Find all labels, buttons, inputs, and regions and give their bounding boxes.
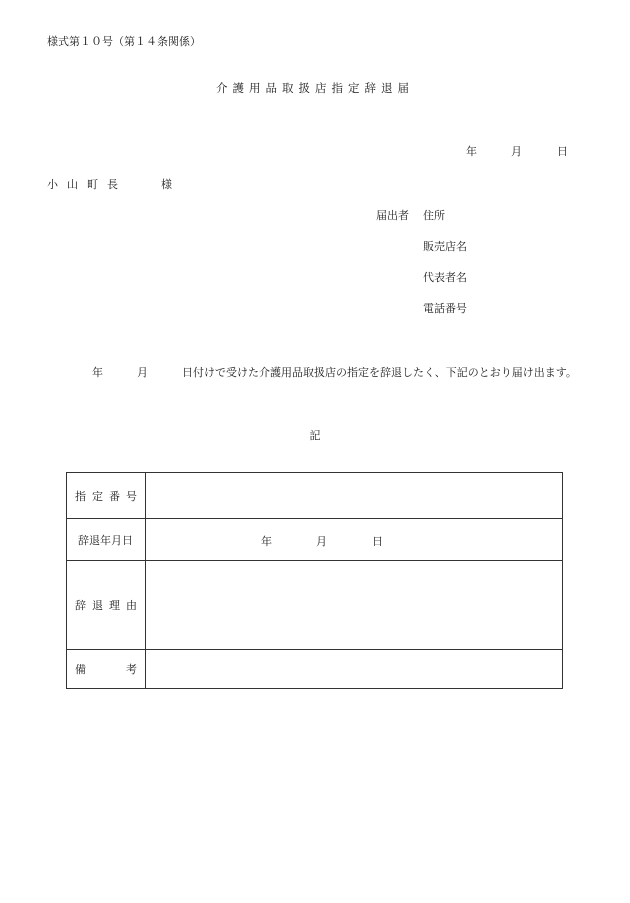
statement-month: 月 [137,366,148,379]
document-title: 介護用品取扱店指定辞退届 [216,81,414,95]
remarks-cell [146,650,563,689]
table-row [67,650,563,689]
store-name-field-label: 販売店名 [423,240,467,253]
withdrawal-date-cell [146,519,563,561]
table-day-label: 日 [372,534,383,548]
statement-year: 年 [92,366,103,379]
recipient-honorific: 様 [161,178,172,191]
recipient [47,176,172,192]
table-row [67,519,563,561]
recipient-name: 小山町長 [47,178,127,191]
withdrawal-date-label: 辞退年月日 [78,533,133,547]
withdrawal-reason-cell [146,561,563,650]
notifier-label: 届出者 [376,209,409,222]
phone-field-label: 電話番号 [423,302,467,315]
designation-number-label: 指 定 番 号 [75,489,137,503]
withdrawal-reason-label: 辞 退 理 由 [75,599,137,612]
address-field-label: 住所 [423,209,445,222]
representative-field-label: 代表者名 [423,271,467,284]
table-month-label: 月 [316,534,327,548]
withdrawal-date-header [67,519,146,561]
statement-text: 日付けで受けた介護用品取扱店の指定を辞退したく、下記のとおり届け出ます。 [182,366,577,379]
date-month-label: 月 [511,145,522,158]
form-number: 様式第１０号（第１４条関係） [47,35,201,48]
date-year-label: 年 [466,145,477,158]
designation-number-header [67,473,146,519]
details-table [66,472,563,689]
ki-heading: 記 [309,429,321,442]
designation-number-cell [146,473,563,519]
table-row [67,473,563,519]
table-year-label: 年 [261,534,272,548]
date-day-label: 日 [557,145,568,158]
table-row [67,561,563,650]
remarks-header [67,650,146,689]
remarks-label: 備 考 [75,663,137,676]
withdrawal-reason-header [67,561,146,650]
